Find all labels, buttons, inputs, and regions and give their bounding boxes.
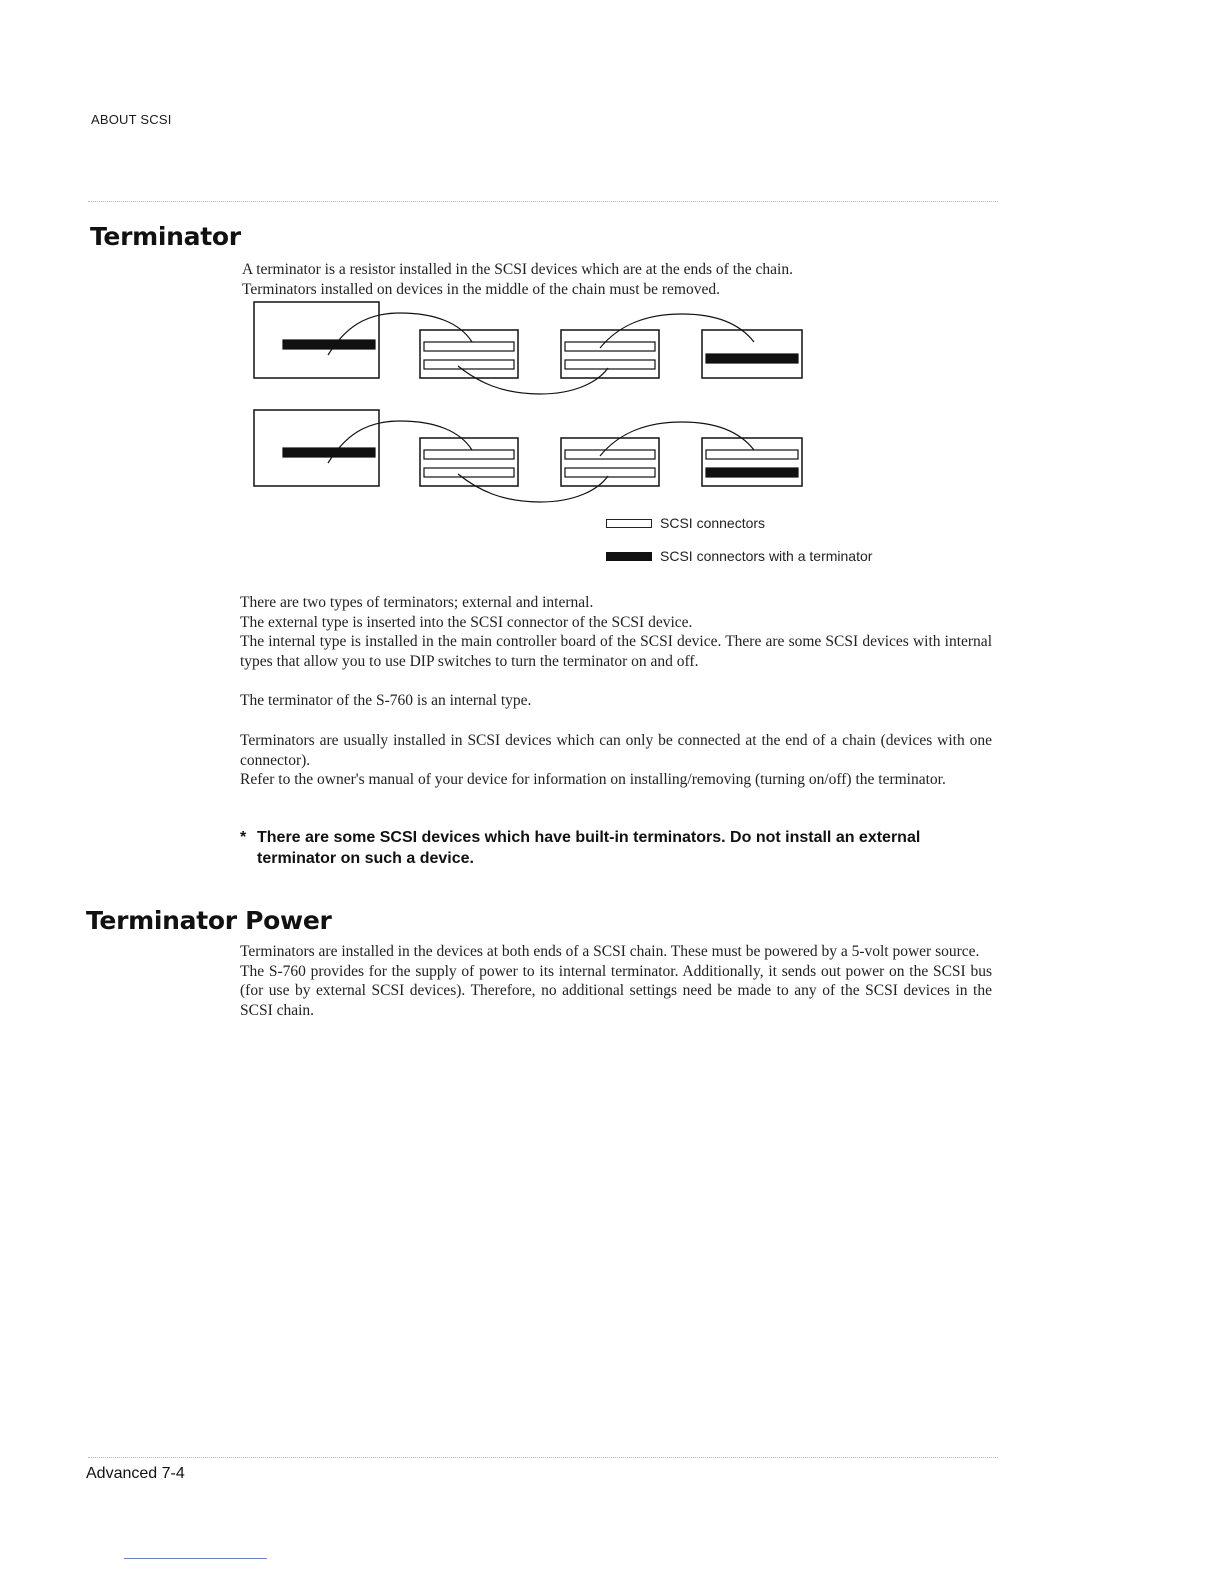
scsi-connector [565,342,655,351]
scsi-connector-with-terminator [283,448,375,457]
body-line: There are two types of terminators; external and internal. [240,594,594,611]
terminator-swatch [606,552,652,561]
note-marker: * [240,829,247,846]
intro-line: Terminators installed on devices in the middle of the chain must be removed. [242,280,720,298]
bottom-divider [88,1457,998,1458]
scsi-connector [565,468,655,477]
top-divider [88,201,998,202]
note-text: There are some SCSI devices which have built-in terminators. Do not install an external terminator on such a device. [257,829,921,867]
scsi-connector-with-terminator [706,468,798,477]
page-footer: Advanced 7-4 [86,1465,185,1482]
terminator-power-paragraph [240,942,992,1020]
section-title-terminator: Terminator [90,222,241,251]
legend-label: SCSI connectors with a terminator [660,548,873,564]
terminator-install-paragraph [240,731,992,790]
section-title-terminator-power: Terminator Power [86,906,332,935]
body-line: The internal type is installed in the main controller board of the SCSI device. There are some SCSI devices with internal types that allow you to use DIP switches to turn the terminator on and off. [240,633,992,670]
legend-label: SCSI connectors [660,515,766,531]
scsi-chain [254,302,802,394]
body-line: The external type is inserted into the SCSI connector of the SCSI device. [240,613,693,631]
scsi-connector [424,342,514,351]
scsi-chain [254,410,802,502]
scsi-connector [565,360,655,369]
scsi-connector [706,450,798,459]
scsi-connector [424,450,514,459]
scsi-connector [565,450,655,459]
terminator-types-paragraph [240,593,992,671]
scsi-connector [424,360,514,369]
body-line: The S-760 provides for the supply of power to its internal terminator. Additionally, it sends out power on the SCSI bus (for use by external SCSI devices). Therefore, no additional settings need be made to any of the SCSI devices in the SCSI chain. [240,962,992,1019]
scsi-connector-with-terminator [706,354,798,363]
body-line: Terminators are usually installed in SCSI devices which can only be connected at the end of a chain (devices with one connector). [240,732,992,769]
terminator-intro [242,260,994,299]
s760-terminator-paragraph [240,691,992,711]
legend-item-terminator [606,546,872,566]
scsi-connector [424,468,514,477]
legend-item-connectors [606,513,765,533]
scsi-connector-with-terminator [283,340,375,349]
footer-accent-line [124,1558,267,1559]
running-head: ABOUT SCSI [91,112,172,127]
device-box [702,438,802,486]
intro-line: A terminator is a resistor installed in the SCSI devices which are at the ends of the chain. [242,261,793,278]
body-line: Refer to the owner's manual of your device for information on installing/removing (turning on/off) the terminator. [240,771,946,789]
scsi-chain-diagram [250,298,812,516]
builtin-terminator-note [240,827,992,869]
connector-swatch [606,519,652,528]
body-line: Terminators are installed in the devices at both ends of a SCSI chain. These must be powered by a 5-volt power source. [240,943,980,960]
body-line: The terminator of the S-760 is an internal type. [240,692,532,709]
